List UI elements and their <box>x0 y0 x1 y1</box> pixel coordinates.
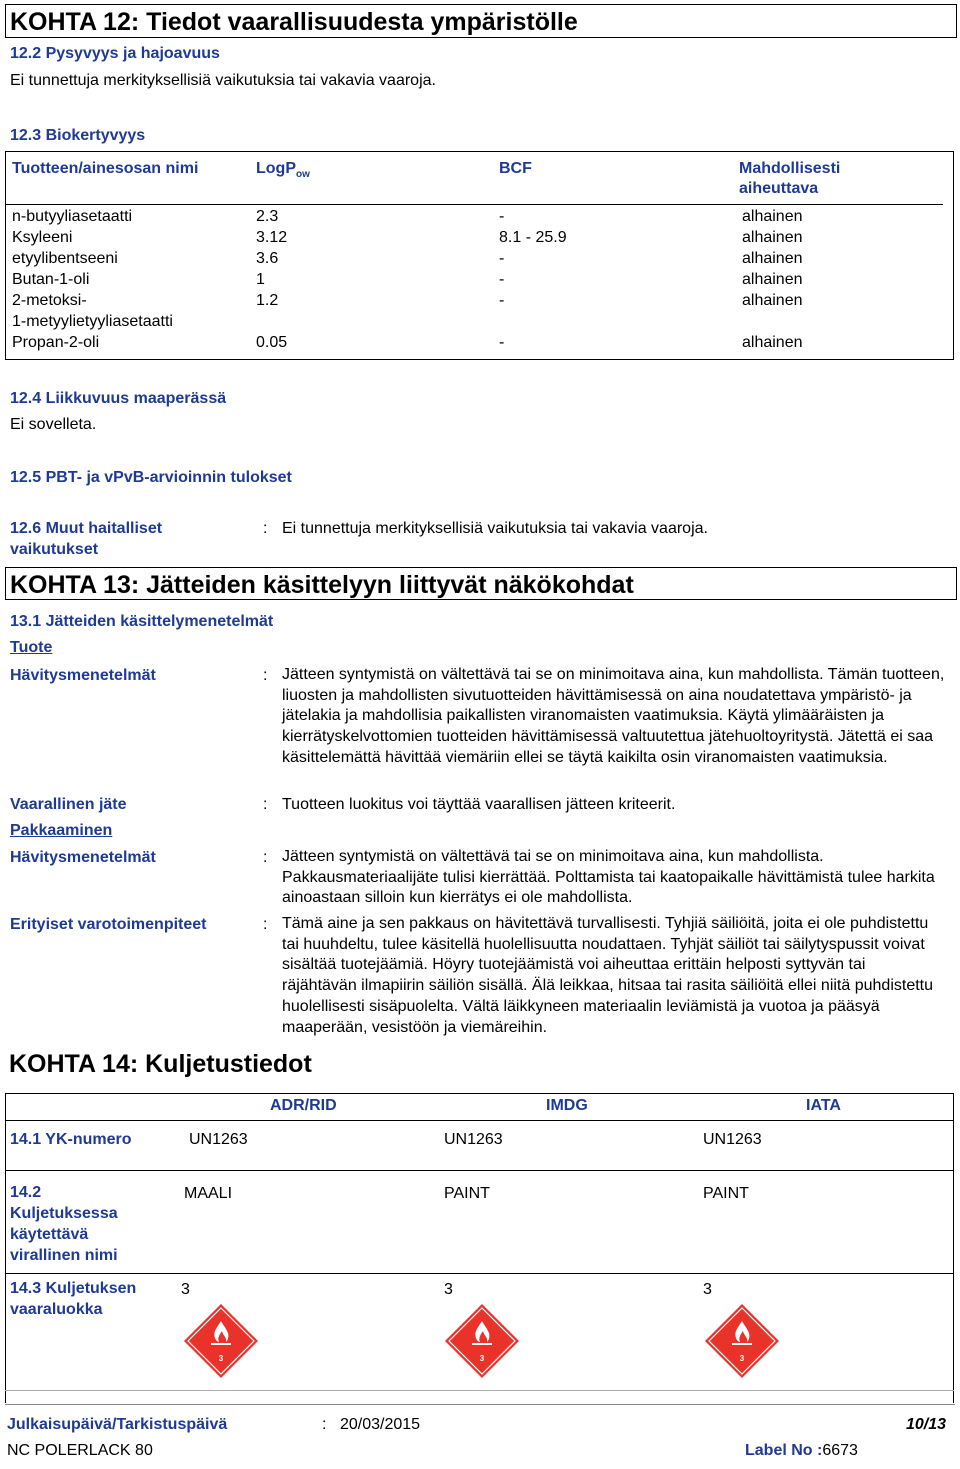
row-name: n-butyyliasetaatti <box>12 208 133 225</box>
row-name: etyylibentseeni <box>12 250 118 267</box>
un-adr: UN1263 <box>189 1131 248 1148</box>
row-potential: alhainen <box>742 334 803 351</box>
footer-label-no: Label No :6673 <box>745 1442 858 1459</box>
other-effects-heading-1: 12.6 Muut haitalliset <box>10 520 163 537</box>
waste-methods-heading: 13.1 Jätteiden käsittelymenetelmät <box>10 613 274 630</box>
row-bcf: - <box>499 292 505 309</box>
packaging-disposal-text: Jätteen syntymistä on vältettävä tai se on minimoitava aina, kun mahdollista. Pakkausmateriaalijäte tulisi kierrättää. Polttamista tai kaatopaikalle hävittämistä tulee harkita ainoastaan silloin kun kierrätys ei ole mahdollista. <box>282 848 935 907</box>
row-name-cont: 1-metyylietyyliasetaatti <box>12 313 173 330</box>
flammable-liquid-label-icon <box>444 1303 520 1379</box>
special-precautions-text: Tämä aine ja sen pakkaus on hävitettävä turvallisesti. Tyhjiä säiliöitä, joita ei ole puhdistettu tai huuhdeltu, tulee käsitellä huolellisuutta noudattaen. Tyhjät säiliöt tai säilytyspussit voivat sisältää tuotejäämiä. Höyry tuotejäämistä voi aiheuttaa erittäin helposti syttyvän tai räjähtävän ilmapiirin säiliön sisällä. Älä leikkaa, hitsaa tai rasita säiliöitä ellei niitä puhdistettu huolellisesti sisäpuolelta. Vältä läikkyneen materiaalin leviämistä ja vuotoa ja pääsyä maaperään, vesistöön ja viemäreihin. <box>282 915 933 1036</box>
col-adr: ADR/RID <box>270 1097 337 1114</box>
product-label: Tuote <box>10 639 53 656</box>
hazard-class-label-1: 14.3 Kuljetuksen <box>10 1280 137 1297</box>
special-precautions-label: Erityiset varotoimenpiteet <box>10 916 207 933</box>
row-bcf: - <box>499 208 505 225</box>
shipping-name-label-3: käytettävä <box>10 1226 89 1243</box>
colon: : <box>263 667 268 684</box>
label-digit: 3 <box>218 1354 224 1363</box>
row-logp: 2.3 <box>256 208 279 225</box>
shipping-name-adr: MAALI <box>184 1185 233 1202</box>
bioaccumulation-heading: 12.3 Biokertyvyys <box>10 127 146 144</box>
row-logp: 0.05 <box>256 334 288 351</box>
packaging-label: Pakkaaminen <box>10 822 113 839</box>
shipping-name-imdg: PAINT <box>444 1185 490 1202</box>
flammable-liquid-label-icon <box>183 1303 259 1379</box>
row-potential: alhainen <box>742 229 803 246</box>
row-bcf: - <box>499 271 505 288</box>
row-name: Butan-1-oli <box>12 271 90 288</box>
disposal-methods-label: Hävitysmenetelmät <box>10 667 156 684</box>
footer-divider <box>5 1404 955 1405</box>
col-header-potential-2: aiheuttava <box>739 180 819 197</box>
row-name: Propan-2-oli <box>12 334 100 351</box>
footer-colon: : <box>322 1416 327 1433</box>
packaging-disposal-label: Hävitysmenetelmät <box>10 849 156 866</box>
mobility-heading: 12.4 Liikkuvuus maaperässä <box>10 390 227 407</box>
shipping-name-label-2: Kuljetuksessa <box>10 1205 118 1222</box>
other-effects-heading-2: vaikutukset <box>10 541 99 558</box>
shipping-name-iata: PAINT <box>703 1185 749 1202</box>
col-header-bcf: BCF <box>499 160 532 177</box>
colon: : <box>263 520 268 537</box>
row-logp: 3.12 <box>256 229 288 246</box>
col-iata: IATA <box>806 1097 841 1114</box>
row-potential: alhainen <box>742 292 803 309</box>
shipping-name-label-1: 14.2 <box>10 1184 42 1201</box>
row-bcf: 8.1 - 25.9 <box>499 229 567 246</box>
hazard-class-label-2: vaaraluokka <box>10 1301 103 1318</box>
colon: : <box>263 849 268 866</box>
col-header-logp: LogP$_{ow}$ <box>256 160 310 181</box>
transport-bottom-divider <box>5 1390 954 1391</box>
un-imdg: UN1263 <box>444 1131 503 1148</box>
row-bcf: - <box>499 334 505 351</box>
colon: : <box>263 916 268 933</box>
hazard-class-imdg: 3 <box>444 1281 453 1298</box>
label-digit: 3 <box>479 1354 485 1363</box>
row-potential: alhainen <box>742 208 803 225</box>
flammable-liquid-label-icon <box>704 1303 780 1379</box>
row-logp: 1.2 <box>256 292 279 309</box>
other-effects-text: Ei tunnettuja merkityksellisiä vaikutuksia tai vakavia vaaroja. <box>282 520 708 537</box>
row-name: Ksyleeni <box>12 229 73 246</box>
col-imdg: IMDG <box>546 1097 588 1114</box>
transport-row-divider-1 <box>5 1170 954 1171</box>
hazardous-waste-text: Tuotteen luokitus voi täyttää vaarallisen jätteen kriteerit. <box>282 796 676 813</box>
shipping-name-label-4: virallinen nimi <box>10 1247 118 1264</box>
section-13-title: KOHTA 13: Jätteiden käsittelyyn liittyvät näkökohdat <box>5 567 957 600</box>
hazardous-waste-label: Vaarallinen jäte <box>10 796 127 813</box>
row-logp: 3.6 <box>256 250 279 267</box>
footer-page-number: 10/13 <box>906 1416 947 1433</box>
footer-date-label: Julkaisupäivä/Tarkistuspäivä <box>7 1416 228 1433</box>
row-bcf: - <box>499 250 505 267</box>
un-number-label: 14.1 YK-numero <box>10 1131 132 1148</box>
hazard-class-iata: 3 <box>703 1281 712 1298</box>
col-header-potential-1: Mahdollisesti <box>739 160 841 177</box>
disposal-methods-text: Jätteen syntymistä on vältettävä tai se on minimoitava aina, kun mahdollista. Tämän tuotteen, liuosten ja mahdollisten sivutuotteiden hävittämisessä on aina noudatettava ympäristö- ja jätelakia ja mahdollisia paikallisten viranomaisten vaatimuksia. Käytä ylimääräisten ja kierrätyskelvottomien tuotteiden hävittämisessä valtuutettua jätehuoltoyritystä. Jätettä ei saa käsittelemättä hävittää viemäriin ellei se täytä kaikilta osin viranomaisten vaatimuksia. <box>282 666 945 766</box>
row-potential: alhainen <box>742 271 803 288</box>
section-12-title: KOHTA 12: Tiedot vaarallisuudesta ympäristölle <box>5 4 957 38</box>
persistence-heading: 12.2 Pysyvyys ja hajoavuus <box>10 45 220 62</box>
row-potential: alhainen <box>742 250 803 267</box>
transport-row-divider-2 <box>5 1273 954 1274</box>
section-14-title: KOHTA 14: Kuljetustiedot <box>5 1047 957 1081</box>
colon: : <box>263 796 268 813</box>
footer-date: 20/03/2015 <box>340 1416 421 1433</box>
col-header-name: Tuotteen/ainesosan nimi <box>12 160 199 177</box>
transport-header-divider <box>5 1120 954 1121</box>
hazard-class-adr: 3 <box>181 1281 190 1298</box>
row-name: 2-metoksi- <box>12 292 87 309</box>
un-iata: UN1263 <box>703 1131 762 1148</box>
footer-product-name: NC POLERLACK 80 <box>7 1442 153 1459</box>
persistence-text: Ei tunnettuja merkityksellisiä vaikutuksia tai vakavia vaaroja. <box>10 72 436 89</box>
mobility-text: Ei sovelleta. <box>10 416 97 433</box>
table-header-divider <box>5 204 943 205</box>
row-logp: 1 <box>256 271 265 288</box>
pbt-heading: 12.5 PBT- ja vPvB-arvioinnin tulokset <box>10 469 292 486</box>
label-digit: 3 <box>739 1354 745 1363</box>
